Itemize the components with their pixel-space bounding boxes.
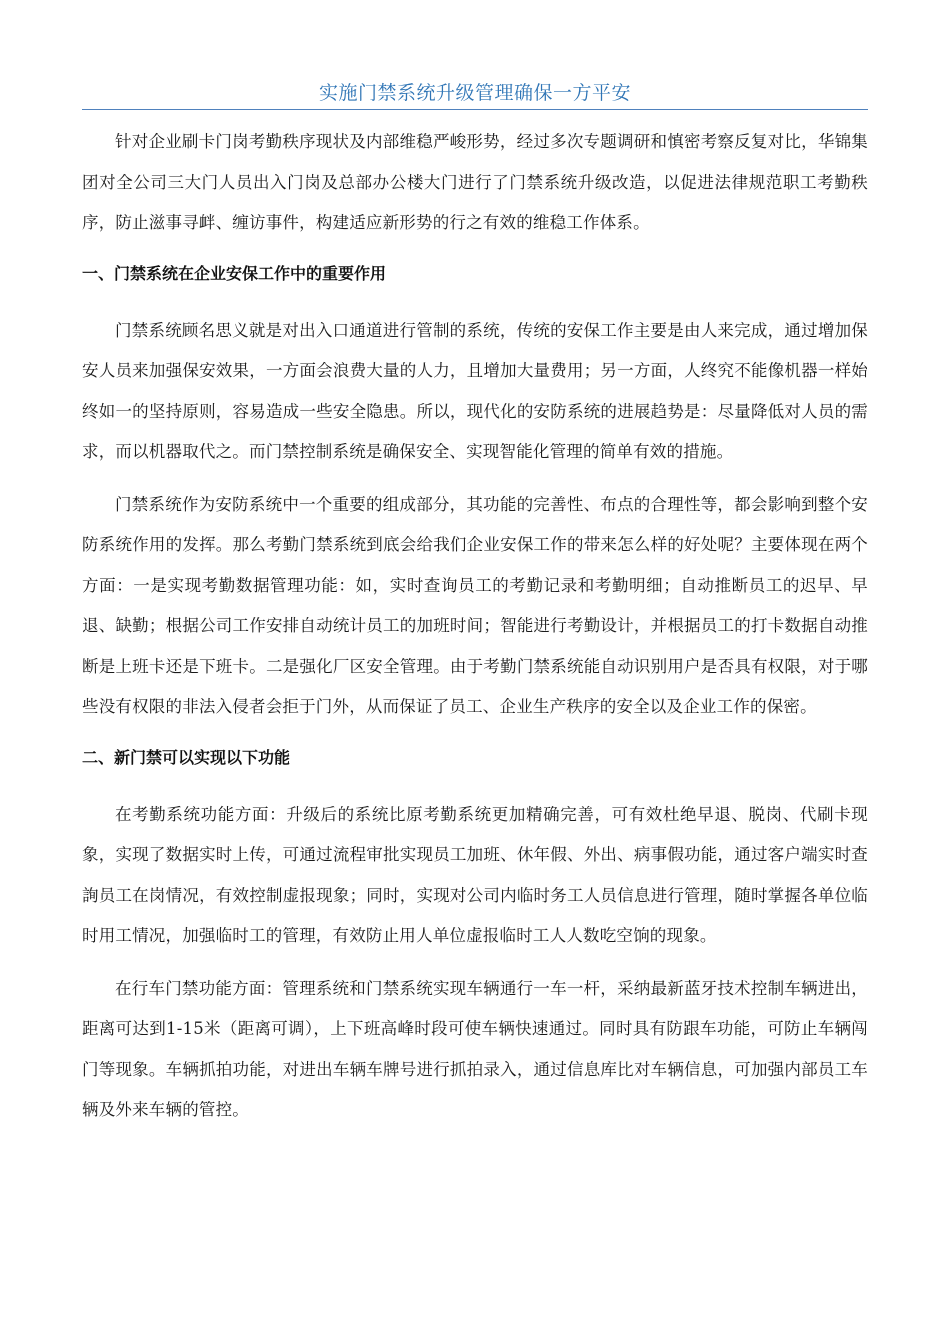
section-2-heading: 二、新门禁可以实现以下功能 — [82, 747, 291, 767]
document-page — [82, 78, 868, 1131]
section-1-paragraph-2: 门禁系统作为安防系统中一个重要的组成部分，其功能的完善性、布点的合理性等，都会影响到整个安防系统作用的发挥。那么考勤门禁系统到底会给我们企业安保工作的带来怎么样的好处呢？主要体现在两个方面：一是实现考勤数据管理功能：如，实时查询员工的考勤记录和考勤明细；自动推断员工的迟早、早退、缺勤；根据公司工作安排自动统计员工的加班时间；智能进行考勤设计，并根据员工的打卡数据自动推断是上班卡还是下班卡。二是强化厂区安全管理。由于考勤门禁系统能自动识别用户是否具有权限，对于哪些没有权限的非法入侵者会拒于门外，从而保证了员工、企业生产秩序的安全以及企业工作的保密。 — [82, 494, 868, 716]
intro-paragraph: 针对企业刷卡门岗考勤秩序现状及内部维稳严峻形势，经过多次专题调研和慎密考察反复对比，华锦集团对全公司三大门人员出入门岗及总部办公楼大门进行了门禁系统升级改造，以促进法律规范职工考勤秩序，防止滋事寻衅、缠访事件，构建适应新形势的行之有效的维稳工作体系。 — [82, 132, 868, 232]
section-2-paragraph-2: 在行车门禁功能方面：管理系统和门禁系统实现车辆通行一车一杆，采纳最新蓝牙技术控制车辆进出，距离可达到1-15米（距离可调），上下班高峰时段可使车辆快速通过。同时具有防跟车功能，可防止车辆闯门等现象。车辆抓拍功能，对进出车辆车牌号进行抓拍录入，通过信息库比对车辆信息，可加强内部员工车辆及外来车辆的管控。 — [82, 978, 868, 1119]
section-2-paragraph-1: 在考勤系统功能方面：升级后的系统比原考勤系统更加精确完善，可有效杜绝早退、脱岗、代刷卡现象，实现了数据实时上传，可通过流程审批实现员工加班、休年假、外出、病事假功能，通过客户端实时查詢员工在岗情况，有效控制虚报现象；同时，实现对公司内临时务工人员信息进行管理，随时掌握各单位临时用工情况，加强临时工的管理，有效防止用人单位虚报临时工人人数吃空饷的现象。 — [82, 804, 868, 945]
document-title: 实施门禁系统升级管理确保一方平安 — [318, 82, 631, 104]
section-1-heading: 一、门禁系统在企业安保工作中的重要作用 — [82, 263, 387, 283]
section-1-paragraph-1: 门禁系统顾名思义就是对出入口通道进行管制的系统，传统的安保工作主要是由人来完成，通过增加保安人员来加强保安效果，一方面会浪费大量的人力，且增加大量费用；另一方面，人终究不能像机器一样始终如一的坚持原则，容易造成一些安全隐患。所以，现代化的安防系统的进展趋势是：尽量降低对人员的需求，而以机器取代之。而门禁控制系统是确保安全、实现智能化管理的简单有效的措施。 — [82, 320, 868, 461]
